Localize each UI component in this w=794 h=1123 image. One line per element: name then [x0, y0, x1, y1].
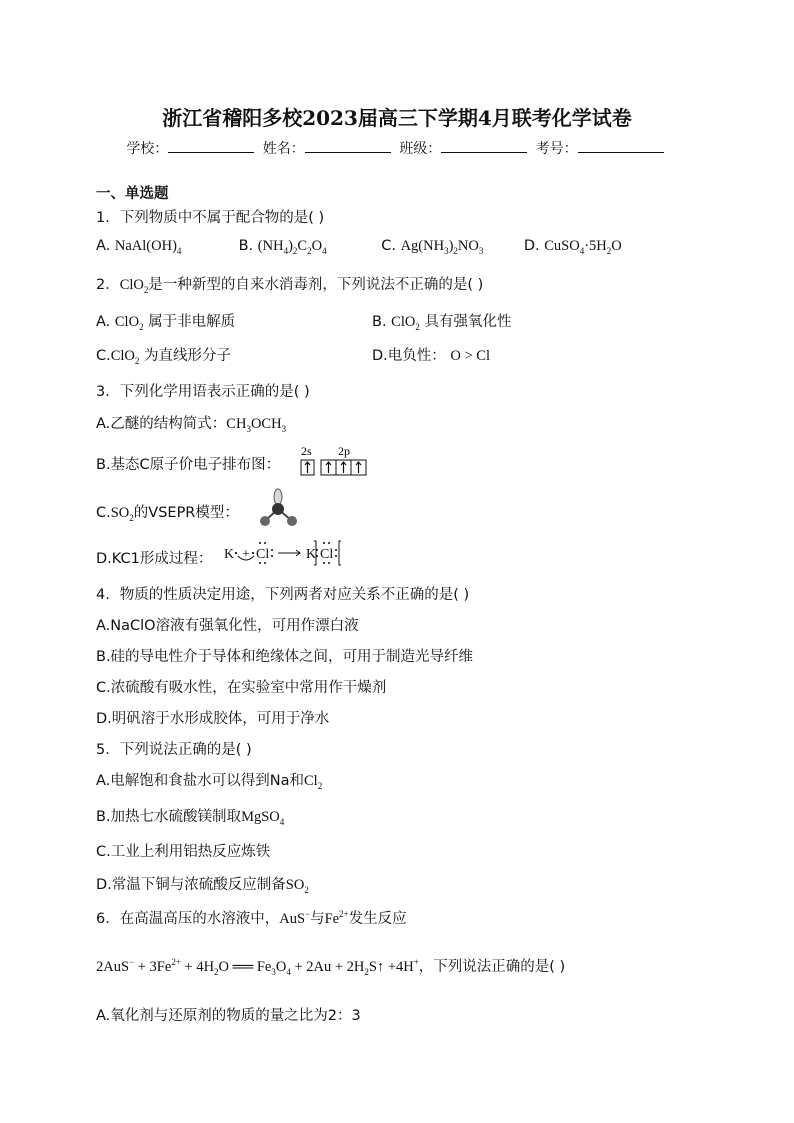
q4-option-b[interactable]: B.硅的导电性介于导体和绝缘体之间，可用于制造光导纤维: [96, 649, 474, 665]
q1-option-d[interactable]: D. $CuSO_4\cdot 5H_2O$: [523, 238, 622, 256]
orbital-2s-label: 2s: [301, 444, 312, 458]
school-blank[interactable]: [168, 137, 254, 153]
q4-stem: 4．物质的性质决定用途，下列两者对应关系不正确的是( ): [96, 587, 470, 603]
vsepr-model-icon: [254, 487, 302, 529]
q3-option-c[interactable]: $C.SO_2$的VSEPR模型：: [96, 505, 239, 523]
q5-option-a[interactable]: A.电解饱和食盐水可以得到Na和$Cl_2$: [96, 773, 323, 791]
svg-text:Cl: Cl: [256, 547, 270, 562]
q1-stem: 1．下列物质中不属于配合物的是( ): [96, 210, 325, 226]
class-label: 班级：: [399, 141, 442, 157]
number-label: 考号：: [535, 141, 578, 157]
svg-text:Cl: Cl: [320, 547, 334, 562]
q1-option-a[interactable]: A. $NaAl(OH)_4$: [96, 238, 182, 256]
q4-option-d[interactable]: D.明矾溶于水形成胶体，可用于净水: [96, 711, 330, 727]
number-blank[interactable]: [578, 137, 664, 153]
q6-equation: $2AuS^- + 3Fe^{2+} + 4H_2O$ ══ $Fe_3O_4 + 2Au$ + $2H_2S↑ +4H^+$，下列说法正确的是( ): [96, 957, 566, 977]
q4-option-c[interactable]: C.浓硫酸有吸水性，在实验室中常用作干燥剂: [96, 680, 387, 696]
q4-option-a[interactable]: A.NaClO溶液有强氧化性，可用作漂白液: [96, 618, 359, 634]
q3-option-d[interactable]: D.KC1形成过程：: [96, 551, 213, 567]
spin-arrows: [305, 462, 361, 473]
q2-option-c[interactable]: C.ClO$_2$ 为直线形分子: [96, 348, 232, 366]
q2-stem: 2．ClO$_2$是一种新型的自来水消毒剂，下列说法不正确的是( ): [96, 277, 484, 295]
q2-option-b[interactable]: B. ClO$_2$ 具有强氧化性: [372, 314, 512, 332]
lewis-formation-diagram: [218, 538, 348, 568]
q5-option-d[interactable]: D.常温下铜与浓硫酸反应制备$SO_2$: [96, 877, 309, 895]
q3-stem: 3．下列化学用语表示正确的是( ): [96, 384, 310, 400]
orbital-2p-label: 2p: [338, 444, 350, 458]
student-info-line: [0, 137, 794, 158]
class-blank[interactable]: [441, 137, 527, 153]
svg-text:K: K: [306, 547, 317, 562]
q5-option-c[interactable]: C.工业上利用铝热反应炼铁: [96, 844, 271, 860]
q1-option-c[interactable]: C. $Ag(NH_3)_2NO_3$: [381, 238, 484, 256]
q6-option-a[interactable]: A.氧化剂与还原剂的物质的量之比为2：3: [96, 1008, 361, 1024]
q3-option-a[interactable]: A.乙醚的结构简式：$CH_3OCH_3$: [96, 416, 287, 434]
q3-option-b[interactable]: B.基态C原子价电子排布图：: [96, 457, 281, 473]
q6-stem: 6．在高温高压的水溶液中，AuS−与$Fe^{2+}$发生反应: [96, 909, 407, 927]
q2-option-d[interactable]: D.电负性： O > Cl: [372, 348, 490, 364]
name-label: 姓名：: [262, 141, 305, 157]
q5-option-b[interactable]: B.加热七水硫酸镁制取MgSO$_4$: [96, 809, 285, 827]
svg-text:+: +: [242, 547, 250, 562]
exam-title: 浙江省稽阳多校2023届高三下学期4月联考化学试卷: [162, 106, 632, 130]
q5-stem: 5．下列说法正确的是( ): [96, 742, 252, 758]
name-blank[interactable]: [305, 137, 391, 153]
svg-text:K: K: [224, 547, 235, 562]
section-heading: 一、单选题: [96, 186, 169, 202]
q2-option-a[interactable]: A. ClO$_2$ 属于非电解质: [96, 314, 236, 332]
q1-options: [96, 238, 622, 255]
school-label: 学校：: [126, 141, 169, 157]
orbital-diagram: [298, 443, 374, 479]
q1-option-b[interactable]: B. $(NH_4)_2C_2O_4$: [238, 238, 327, 256]
